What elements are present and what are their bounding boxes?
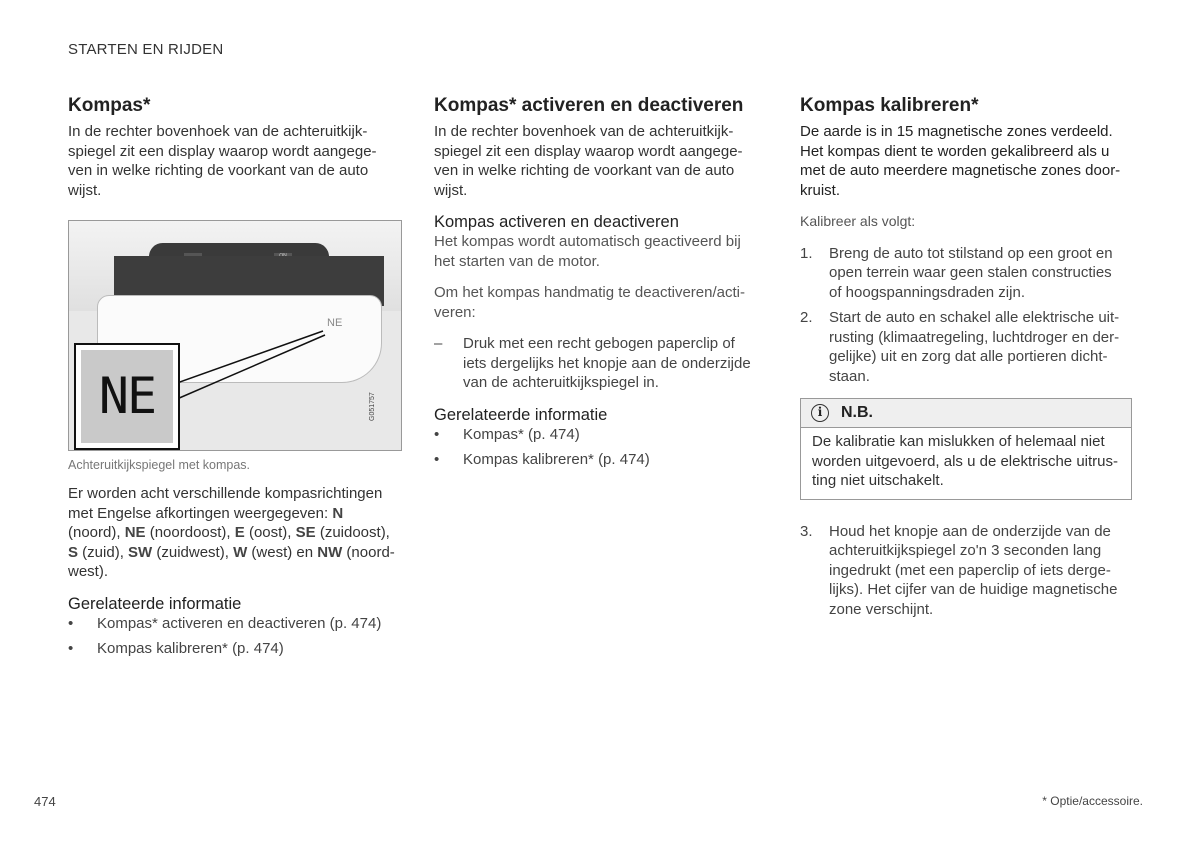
- footnote: * Optie/accessoire.: [1042, 794, 1143, 808]
- step: 2. Start de auto en schakel alle elektrische uit- rusting (klimaatregeling, luchtdroger en der- gelijke) uit en zorg dat alle portieren dicht- staan.: [800, 309, 1120, 385]
- figure-caption: Achteruitkijkspiegel met kompas.: [68, 458, 251, 472]
- heading-kompas: Kompas*: [68, 95, 151, 116]
- related-list: [434, 425, 769, 470]
- directions-text: Er worden acht verschillende kompasrichtingen met Engelse afkortingen weergegeven: N (noord), NE (noordoost), E (oost), SE (zuidoost), S (zuid), SW (zuidwest), W (west) en NW (noord- west).: [68, 485, 395, 580]
- related-link[interactable]: • Kompas* (p. 474): [434, 425, 580, 443]
- section-header: STARTEN EN RIJDEN: [68, 41, 224, 58]
- mirror-ne-label: NE: [327, 317, 343, 329]
- related-link[interactable]: • Kompas kalibreren* (p. 474): [68, 640, 284, 657]
- note-box: [800, 398, 1132, 500]
- figure-code: G051757: [369, 392, 376, 421]
- compass-display-zoom: [74, 343, 180, 450]
- intro-text: De aarde is in 15 magnetische zones verdeeld. Het kompas dient te worden gekalibreerd als u met de auto meerdere magnetische zones door- kruist.: [800, 123, 1121, 199]
- step: 3. Houd het knopje aan de onderzijde van de achteruitkijkspiegel zo'n 3 seconden lang ingedrukt (met een paperclip of iets derge- lijks). Het cijfer van de huidige magnetische zone verschijnt.: [800, 522, 1118, 618]
- related-heading: Gerelateerde informatie: [68, 594, 242, 613]
- related-list: [68, 614, 403, 659]
- page-number: 474: [34, 794, 56, 809]
- info-icon: i: [811, 404, 829, 422]
- heading-kalibreren: Kompas kalibreren*: [800, 95, 979, 116]
- intro-text: In de rechter bovenhoek van de achteruitkijk- spiegel zit een display waarop wordt aangege- ven in welke richting de voorkant van de auto wijst.: [434, 123, 743, 199]
- column-activeren: [434, 94, 769, 476]
- column-kompas: [68, 94, 403, 665]
- lead-text: Kalibreer als volgt:: [800, 213, 916, 229]
- heading-activeren: Kompas* activeren en deactiveren: [434, 95, 744, 116]
- paragraph: Om het kompas handmatig te deactiveren/acti- veren:: [434, 284, 745, 321]
- related-link[interactable]: • Kompas* activeren en deactiveren (p. 474): [68, 614, 382, 632]
- related-heading: Gerelateerde informatie: [434, 405, 608, 424]
- mirror-figure: [68, 220, 402, 451]
- related-link[interactable]: • Kompas kalibreren* (p. 474): [434, 451, 650, 468]
- compass-display-text: NE: [81, 350, 173, 443]
- step: 1. Breng de auto tot stilstand op een groot en open terrein waar geen stalen constructies of hoogspanningsdraden zijn.: [800, 244, 1113, 301]
- dash-item: – Druk met een recht gebogen paperclip of iets dergelijks het knopje aan de onderzijde van de achteruitkijkspiegel in.: [434, 335, 751, 391]
- note-text: De kalibratie kan mislukken of helemaal niet worden uitgevoerd, als u de elektrische uitrus- ting niet uitschakelt.: [812, 433, 1118, 489]
- paragraph: Het kompas wordt automatisch geactiveerd bij het starten van de motor.: [434, 233, 741, 270]
- column-kalibreren: [800, 94, 1132, 625]
- note-title: N.B.: [841, 404, 873, 421]
- intro-text: In de rechter bovenhoek van de achteruitkijk- spiegel zit een display waarop wordt aangege- ven in welke richting de voorkant van de auto wijst.: [68, 123, 377, 199]
- subheading: Kompas activeren en deactiveren: [434, 213, 679, 231]
